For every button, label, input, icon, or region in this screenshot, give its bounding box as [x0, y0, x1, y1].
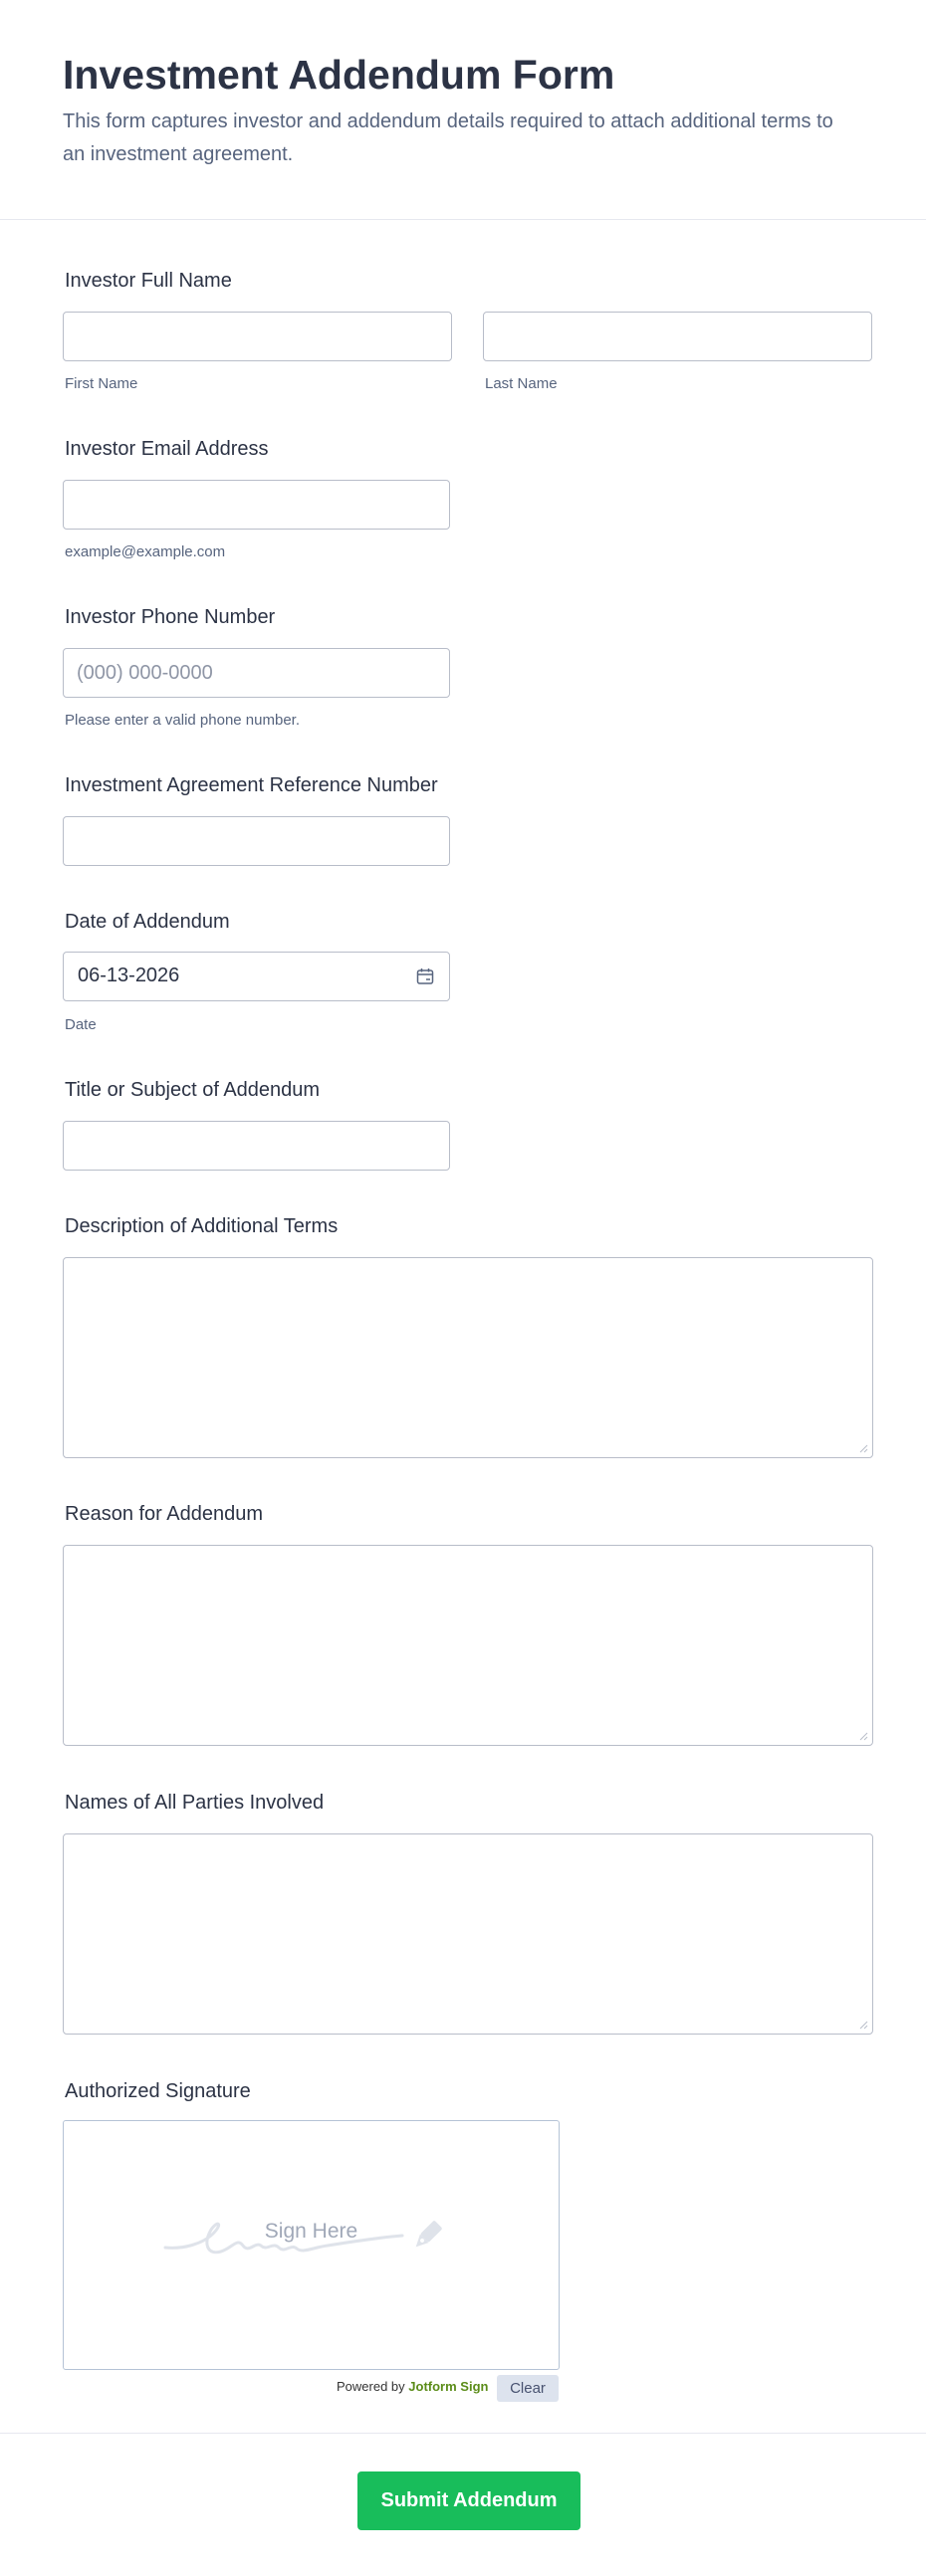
pen-icon	[407, 2216, 447, 2255]
first-name-sublabel: First Name	[65, 375, 138, 392]
powered-by-text: Powered by Jotform Sign	[337, 2379, 489, 2394]
page-title: Investment Addendum Form	[63, 52, 615, 98]
email-sublabel: example@example.com	[65, 543, 226, 560]
full-name-label: Investor Full Name	[65, 270, 232, 292]
jotform-sign-brand: Jotform Sign	[408, 2379, 489, 2394]
email-field[interactable]	[63, 480, 450, 530]
phone-sublabel: Please enter a valid phone number.	[65, 712, 300, 729]
date-input[interactable]	[63, 952, 450, 1001]
date-value: 06-13-2026	[78, 965, 180, 986]
date-sublabel: Date	[65, 1016, 97, 1033]
clear-signature-button[interactable]: Clear	[497, 2375, 559, 2402]
description-textarea[interactable]	[63, 1257, 873, 1458]
resize-grip-icon[interactable]	[858, 2020, 868, 2030]
subject-input[interactable]	[63, 1121, 450, 1171]
footer-divider	[0, 2433, 926, 2434]
parties-label: Names of All Parties Involved	[65, 1792, 325, 1814]
resize-grip-icon[interactable]	[858, 1731, 868, 1741]
subject-label: Title or Subject of Addendum	[65, 1079, 321, 1101]
email-label: Investor Email Address	[65, 438, 269, 460]
reason-textarea[interactable]	[63, 1545, 873, 1746]
signature-label: Authorized Signature	[65, 2080, 251, 2102]
first-name-input[interactable]	[63, 312, 452, 361]
resize-grip-icon[interactable]	[858, 1443, 868, 1453]
form-header	[0, 0, 926, 220]
sign-here-text: Sign Here	[264, 2220, 358, 2243]
reason-label: Reason for Addendum	[65, 1503, 264, 1525]
calendar-icon[interactable]	[415, 966, 435, 986]
last-name-input[interactable]	[483, 312, 872, 361]
submit-button[interactable]: Submit Addendum	[357, 2471, 580, 2530]
signature-pad[interactable]	[63, 2120, 560, 2370]
phone-label: Investor Phone Number	[65, 606, 276, 628]
last-name-sublabel: Last Name	[485, 375, 558, 392]
description-label: Description of Additional Terms	[65, 1215, 339, 1237]
date-label: Date of Addendum	[65, 911, 230, 933]
page-subtitle: This form captures investor and addendum details required to attach additional terms to an investment agreement.	[63, 110, 833, 165]
agreement-ref-label: Investment Agreement Reference Number	[65, 774, 438, 796]
phone-field[interactable]	[63, 648, 450, 698]
agreement-ref-input[interactable]	[63, 816, 450, 866]
parties-textarea[interactable]	[63, 1833, 873, 2035]
